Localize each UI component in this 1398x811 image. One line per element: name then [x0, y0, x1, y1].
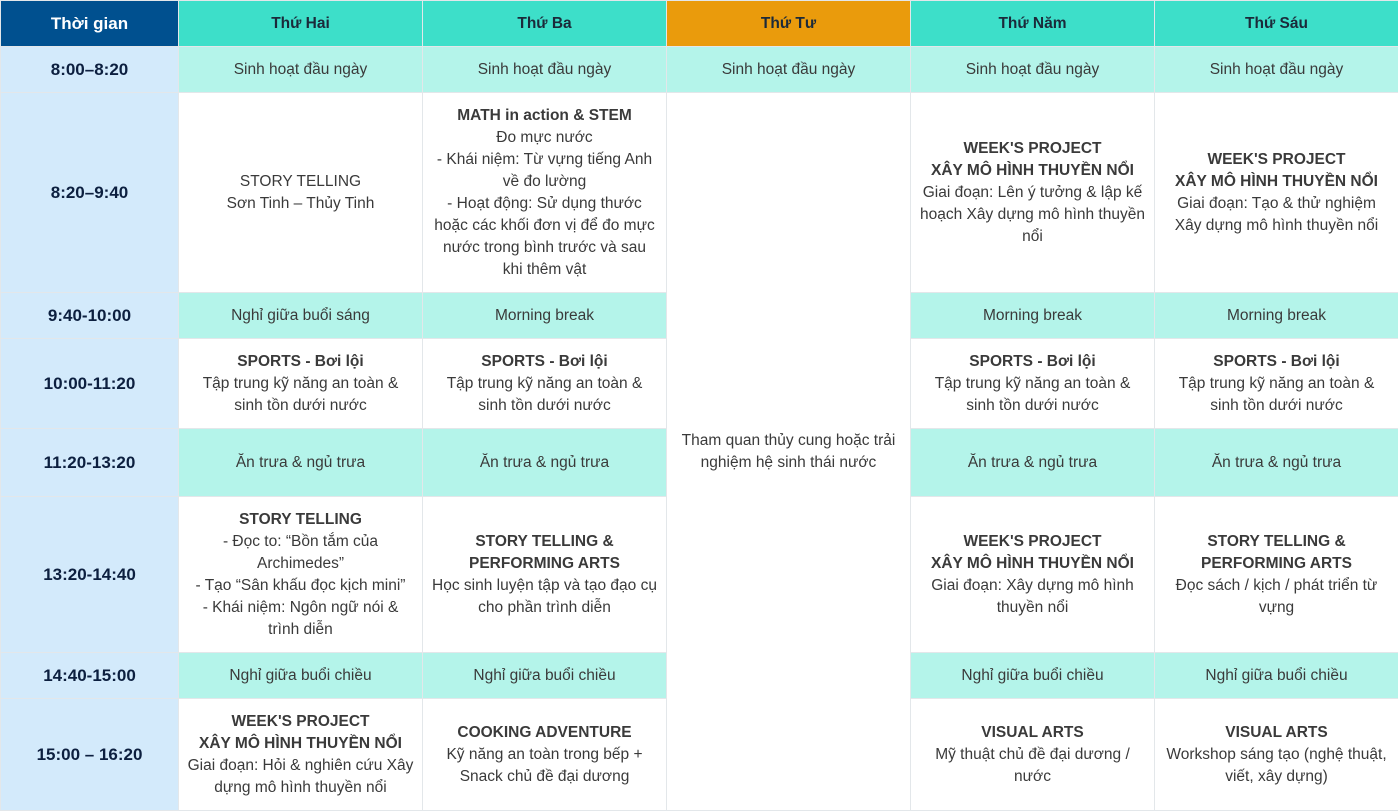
activity-text: Nghỉ giữa buổi chiều: [961, 667, 1103, 684]
activity-cell: [179, 293, 423, 339]
activity-cell: [1155, 653, 1398, 699]
activity-cell: [911, 339, 1155, 429]
time-slot: 14:40-15:00: [1, 653, 179, 699]
activity-cell: [1155, 699, 1398, 811]
activity-title: WEEK'S PROJECT XÂY MÔ HÌNH THUYỀN NỔI: [919, 531, 1146, 575]
activity-body: Giai đoạn: Hỏi & nghiên cứu Xây dựng mô hình thuyền nổi: [187, 755, 414, 799]
activity-cell: [423, 339, 667, 429]
activity-cell: [423, 47, 667, 93]
day-header-thursday: Thứ Năm: [911, 1, 1155, 47]
activity-text: Sinh hoạt đầu ngày: [478, 61, 612, 78]
activity-text: Morning break: [983, 307, 1082, 324]
activity-title: STORY TELLING & PERFORMING ARTS: [1163, 531, 1390, 575]
activity-cell: [179, 93, 423, 293]
activity-cell: [1155, 429, 1398, 497]
activity-cell: [423, 93, 667, 293]
activity-title: WEEK'S PROJECT XÂY MÔ HÌNH THUYỀN NỔI: [919, 138, 1146, 182]
activity-body: Giai đoạn: Lên ý tưởng & lập kế hoạch Xây dựng mô hình thuyền nổi: [919, 182, 1146, 248]
activity-cell: [179, 47, 423, 93]
activity-cell: [179, 339, 423, 429]
activity-body: Tập trung kỹ năng an toàn & sinh tồn dưới nước: [919, 373, 1146, 417]
activity-title: STORY TELLING & PERFORMING ARTS: [431, 531, 658, 575]
activity-cell: [911, 293, 1155, 339]
activity-body: Mỹ thuật chủ đề đại dương / nước: [919, 744, 1146, 788]
activity-body: - Đọc to: “Bồn tắm của Archimedes” - Tạo “Sân khấu đọc kịch mini” - Khái niệm: Ngôn ngữ nói & trình diễn: [187, 531, 414, 641]
activity-title: SPORTS - Bơi lội: [187, 351, 414, 373]
activity-cell: [911, 699, 1155, 811]
activity-cell: [1155, 93, 1398, 293]
activity-cell: [911, 497, 1155, 653]
activity-title: VISUAL ARTS: [919, 722, 1146, 744]
header-row: [1, 1, 1398, 47]
activity-body: Học sinh luyện tập và tạo đạo cụ cho phần trình diễn: [431, 575, 658, 619]
activity-title: VISUAL ARTS: [1163, 722, 1390, 744]
time-slot: 15:00 – 16:20: [1, 699, 179, 811]
activity-body: Giai đoạn: Xây dựng mô hình thuyền nổi: [919, 575, 1146, 619]
activity-body: Đo mực nước - Khái niệm: Từ vựng tiếng Anh về đo lường - Hoạt động: Sử dụng thước hoặc các khối đơn vị để đo mực nước trong bình trước và sau khi thêm vật: [431, 127, 658, 281]
activity-text: Sinh hoạt đầu ngày: [234, 61, 368, 78]
activity-body: Workshop sáng tạo (nghệ thuật, viết, xây dựng): [1163, 744, 1390, 788]
day-header-wednesday: Thứ Tư: [667, 1, 911, 47]
activity-title: MATH in action & STEM: [431, 105, 658, 127]
activity-cell: [911, 93, 1155, 293]
activity-line: STORY TELLING: [187, 171, 414, 193]
activity-text: Nghỉ giữa buổi chiều: [1205, 667, 1347, 684]
activity-text: Morning break: [495, 307, 594, 324]
activity-text: Ăn trưa & ngủ trưa: [480, 454, 609, 471]
activity-text: Ăn trưa & ngủ trưa: [1212, 454, 1341, 471]
activity-title: SPORTS - Bơi lội: [919, 351, 1146, 373]
activity-body: Đọc sách / kịch / phát triển từ vựng: [1163, 575, 1390, 619]
activity-line: Sơn Tinh – Thủy Tinh: [187, 193, 414, 215]
activity-body: Tập trung kỹ năng an toàn & sinh tồn dưới nước: [431, 373, 658, 417]
day-header-tuesday: Thứ Ba: [423, 1, 667, 47]
activity-text: Sinh hoạt đầu ngày: [1210, 61, 1344, 78]
time-slot: 13:20-14:40: [1, 497, 179, 653]
activity-cell: [423, 653, 667, 699]
activity-cell: [911, 653, 1155, 699]
activity-title: STORY TELLING: [187, 509, 414, 531]
activity-cell: [1155, 497, 1398, 653]
activity-text: Sinh hoạt đầu ngày: [722, 61, 856, 78]
time-column-header: Thời gian: [1, 1, 179, 47]
activity-cell: [667, 47, 911, 93]
activity-cell: [423, 429, 667, 497]
day-header-monday: Thứ Hai: [179, 1, 423, 47]
day-header-friday: Thứ Sáu: [1155, 1, 1398, 47]
activity-cell: [423, 293, 667, 339]
activity-text: Morning break: [1227, 307, 1326, 324]
activity-text: Sinh hoạt đầu ngày: [966, 61, 1100, 78]
activity-cell: [179, 699, 423, 811]
activity-body: Kỹ năng an toàn trong bếp + Snack chủ đề đại dương: [431, 744, 658, 788]
time-slot: 11:20-13:20: [1, 429, 179, 497]
time-slot: 8:00–8:20: [1, 47, 179, 93]
activity-body: Giai đoạn: Tạo & thử nghiệm Xây dựng mô hình thuyền nổi: [1163, 193, 1390, 237]
time-slot: 9:40-10:00: [1, 293, 179, 339]
activity-body: Tập trung kỹ năng an toàn & sinh tồn dưới nước: [1163, 373, 1390, 417]
activity-text: Ăn trưa & ngủ trưa: [236, 454, 365, 471]
activity-text: Nghỉ giữa buổi chiều: [473, 667, 615, 684]
activity-cell: [423, 699, 667, 811]
activity-title: SPORTS - Bơi lội: [1163, 351, 1390, 373]
time-slot: 8:20–9:40: [1, 93, 179, 293]
activity-title: COOKING ADVENTURE: [431, 722, 658, 744]
table-row: [1, 47, 1398, 93]
activity-cell: [179, 497, 423, 653]
activity-title: SPORTS - Bơi lội: [431, 351, 658, 373]
activity-cell: [1155, 293, 1398, 339]
activity-cell: [911, 47, 1155, 93]
activity-text: Nghỉ giữa buổi chiều: [229, 667, 371, 684]
activity-body: Tập trung kỹ năng an toàn & sinh tồn dưới nước: [187, 373, 414, 417]
activity-cell: [911, 429, 1155, 497]
excursion-cell: [667, 93, 911, 811]
activity-title: WEEK'S PROJECT XÂY MÔ HÌNH THUYỀN NỔI: [1163, 149, 1390, 193]
table-row: [1, 93, 1398, 293]
activity-text: Nghỉ giữa buổi sáng: [231, 307, 370, 324]
activity-cell: [1155, 339, 1398, 429]
activity-cell: [179, 429, 423, 497]
activity-title: WEEK'S PROJECT XÂY MÔ HÌNH THUYỀN NỔI: [187, 711, 414, 755]
activity-cell: [423, 497, 667, 653]
time-slot: 10:00-11:20: [1, 339, 179, 429]
activity-text: Ăn trưa & ngủ trưa: [968, 454, 1097, 471]
excursion-text: Tham quan thủy cung hoặc trải nghiệm hệ sinh thái nước: [682, 432, 896, 471]
activity-cell: [1155, 47, 1398, 93]
activity-cell: [179, 653, 423, 699]
